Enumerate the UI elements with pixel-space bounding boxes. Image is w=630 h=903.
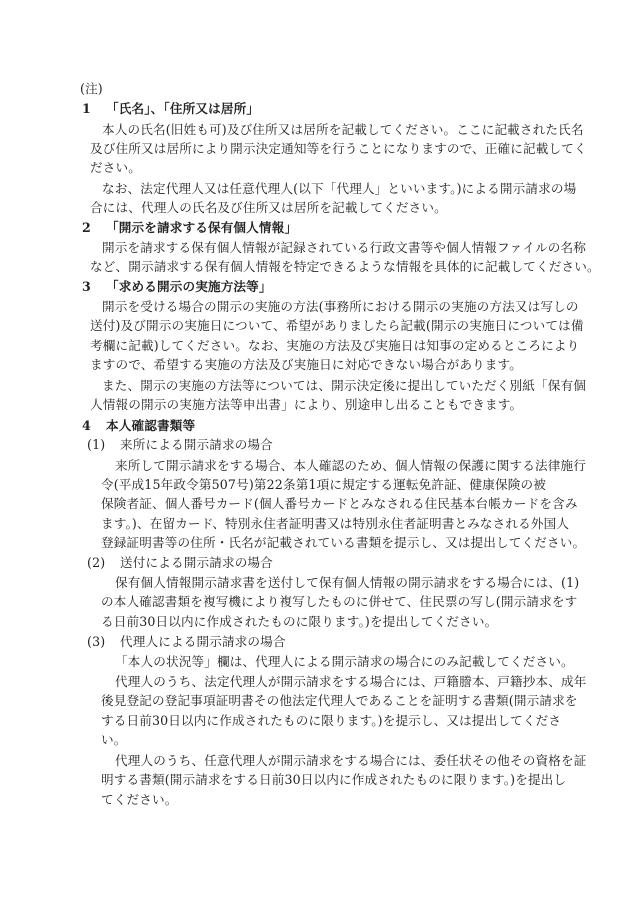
subsection-3-text: 代理人のうち、法定代理人が開示請求をする場合には、戸籍謄本、戸籍抄本、成年: [115, 674, 587, 689]
section-1-text: 本人の氏名(旧姓も可)及び住所又は居所を記載してください。ここに記載された氏名: [102, 122, 584, 137]
subsection-1-text: 登録証明書等の住所・氏名が記載されている書類を提示し、又は提出してください。: [101, 535, 586, 550]
section-2-text: など、開示請求する保有個人情報を特定できるような情報を具体的に記載してください。: [90, 259, 600, 274]
subsection-2-text: 保有個人情報開示請求書を送付して保有個人情報の開示請求をする場合には、(1): [115, 575, 580, 590]
section-1-text: 及び住所又は居所により開示決定通知等を行うことになりますので、正確に記載してく: [90, 141, 587, 156]
subsection-3-text: する日前30日以内に作成されたものに限ります。)を提示し、又は提出してくださ: [101, 713, 562, 728]
section-3-text: また、開示の実施の方法等については、開示決定後に提出していただく別紙「保有個: [102, 378, 587, 393]
section-1-text: なお、法定代理人又は任意代理人(以下「代理人」といいます。)による開示請求の場: [102, 181, 577, 196]
subsection-1-text: 令(平成15年政令第507号)第22条第1項に規定する運転免許証、健康保険の被: [101, 477, 546, 492]
subsection-1-text: ます。)、在留カード、特別永住者証明書又は特別永住者証明書とみなされる外国人: [101, 516, 570, 531]
section-2-title: 「開示を請求する保有個人情報」: [106, 220, 298, 235]
section-2-number: 2: [82, 220, 91, 235]
section-3-number: 3: [82, 279, 91, 294]
section-3-text: 送付)及び開示の実施日について、希望がありましたら記載(開示の実施日については備: [90, 318, 584, 333]
subsection-3-title: 代理人による開示請求の場合: [120, 634, 286, 649]
section-1-number: 1: [82, 101, 91, 116]
subsection-1-text: 保険者証、個人番号カード(個人番号カードとみなされる住民基本台帳カードを含み: [101, 496, 578, 511]
section-4-title: 本人確認書類等: [106, 418, 196, 433]
note-label: (注): [80, 81, 103, 96]
subsection-2-text: る日前30日以内に作成されたものに限ります。)を提出してください。: [101, 614, 498, 629]
subsection-3-text: 後見登記の登記事項証明書その他法定代理人であることを証明する書類(開示請求を: [101, 693, 578, 708]
section-3-text: 人情報の開示の実施方法等申出書」により、別途申し出ることもできます。: [90, 397, 523, 412]
subsection-1-text: 来所して開示請求をする場合、本人確認のため、個人情報の保護に関する法律施行: [115, 458, 587, 473]
subsection-1-title: 来所による開示請求の場合: [120, 437, 273, 452]
subsection-2-text: の本人確認書類を複写機により複写したものに併せて、住民票の写し(開示請求をす: [101, 594, 578, 609]
subsection-3-text: 明する書類(開示請求をする日前30日以内に作成されたものに限ります。)を提出し: [101, 772, 567, 787]
subsection-1-number: (1): [87, 437, 106, 452]
section-1-text: ださい。: [90, 160, 141, 175]
subsection-3-text: 「本人の状況等」欄は、代理人による開示請求の場合にのみ記載してください。: [115, 654, 574, 669]
subsection-3-text: 代理人のうち、任意代理人が開示請求をする場合には、委任状その他その資格を証: [115, 753, 587, 768]
subsection-3-number: (3): [87, 634, 106, 649]
section-4-number: 4: [82, 418, 91, 433]
subsection-2-number: (2): [87, 555, 106, 570]
section-3-text: ますので、希望する実施の方法及び実施日に対応できない場合があります。: [90, 357, 523, 372]
section-3-text: 開示を受ける場合の開示の実施の方法(事務所における開示の実施の方法又は写しの: [102, 299, 579, 314]
subsection-2-title: 送付による開示請求の場合: [120, 555, 273, 570]
section-2-text: 開示を請求する保有個人情報が記録されている行政文書等や個人情報ファイルの名称: [102, 240, 587, 255]
section-3-text: 考欄に記載)してください。なお、実施の方法及び実施日は知事の定めるところにより: [90, 338, 580, 353]
section-1-text: 合には、代理人の氏名及び住所又は居所を記載してください。: [90, 200, 447, 215]
subsection-3-text: てください。: [101, 792, 178, 807]
section-1-title: 「氏名」、「住所又は居所」: [106, 101, 260, 116]
section-3-title: 「求める開示の実施方法等」: [106, 279, 272, 294]
subsection-3-text: い。: [101, 732, 127, 747]
